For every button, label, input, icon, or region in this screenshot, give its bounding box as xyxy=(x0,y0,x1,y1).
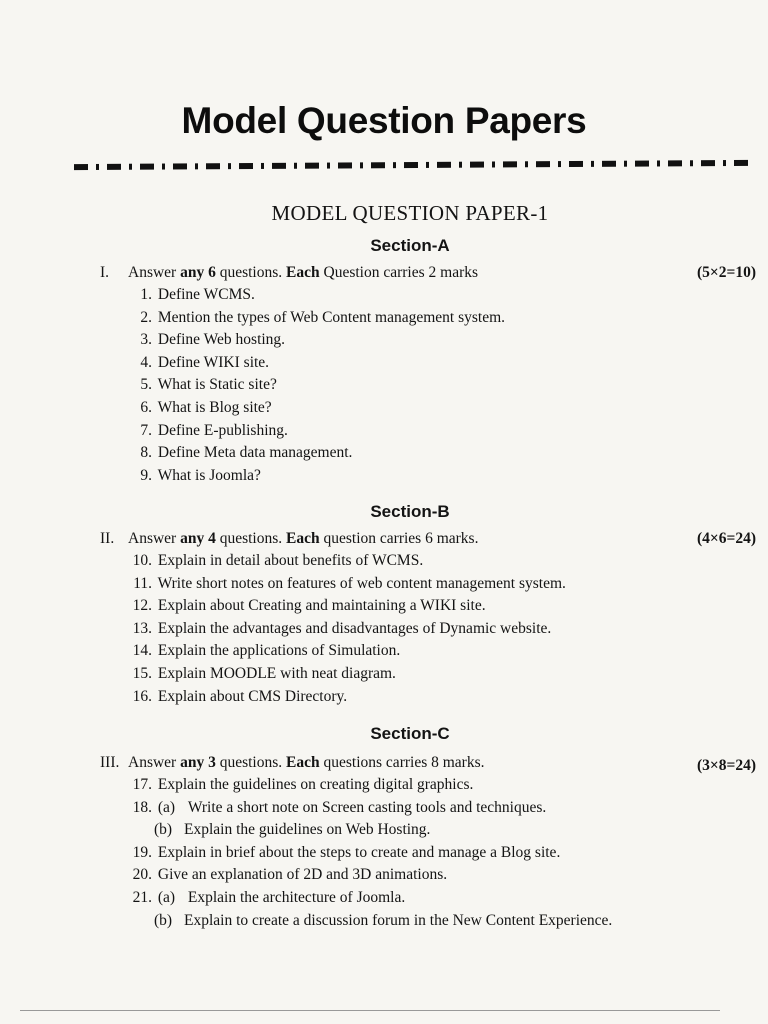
question-text: Explain to create a discussion forum in the New Content Experience. xyxy=(184,911,613,929)
question-item xyxy=(100,467,740,490)
question-item xyxy=(100,331,740,354)
question-number: 7. xyxy=(140,421,152,439)
section-a-heading: Section-A xyxy=(370,236,450,255)
question-item xyxy=(100,799,740,822)
instruction-text: Answer xyxy=(128,754,181,771)
question-item xyxy=(100,821,740,844)
instruction-text: Question carries 2 marks xyxy=(319,264,479,281)
question-item xyxy=(100,866,740,889)
instruction-text: question carries 6 marks. xyxy=(319,530,479,547)
question-text: Explain the advantages and disadvantages of Dynamic website. xyxy=(157,619,552,637)
question-text: Define Web hosting. xyxy=(157,331,286,349)
instruction-text: Answer xyxy=(128,264,181,281)
question-number: 14. xyxy=(132,642,152,660)
question-item xyxy=(100,399,740,422)
question-item xyxy=(100,422,740,445)
instruction-bold: any 4 xyxy=(180,530,216,547)
section-b-questions xyxy=(100,552,740,710)
question-item xyxy=(100,912,740,935)
instruction-text: Answer xyxy=(128,530,181,547)
question-item xyxy=(100,688,740,711)
question-text: Explain the architecture of Joomla. xyxy=(187,888,406,906)
question-number: 2. xyxy=(140,308,152,326)
section-c-questions xyxy=(100,776,740,934)
section-c-heading: Section-C xyxy=(370,724,450,743)
question-subpart: (b) xyxy=(154,821,173,839)
instruction-text: questions. xyxy=(215,530,287,547)
question-number: 16. xyxy=(132,687,152,705)
question-number: 10. xyxy=(132,552,152,569)
question-text: Write a short note on Screen casting tools and techniques. xyxy=(187,798,547,816)
question-text: Write short notes on features of web content management system. xyxy=(157,574,566,592)
instruction-number: III. xyxy=(100,754,120,771)
instruction-number: II. xyxy=(100,530,115,547)
question-number: 21. xyxy=(132,888,152,906)
question-number: 9. xyxy=(140,466,152,484)
question-text: What is Blog site? xyxy=(157,398,272,416)
section-b-marks: (4×6=24) xyxy=(697,530,756,547)
question-item xyxy=(100,776,740,799)
question-number: 4. xyxy=(140,353,152,371)
question-number: 8. xyxy=(140,444,152,462)
question-item xyxy=(100,844,740,867)
instruction-number: I. xyxy=(100,264,110,281)
question-subpart: (a) xyxy=(157,798,176,816)
question-item xyxy=(100,620,740,643)
question-text: Define WCMS. xyxy=(157,286,255,303)
question-text: Explain about CMS Directory. xyxy=(157,687,348,705)
question-item xyxy=(100,889,740,912)
question-item xyxy=(100,552,740,575)
question-text: What is Static site? xyxy=(157,376,277,394)
section-b-instruction xyxy=(100,530,760,548)
question-text: Explain the guidelines on creating digital graphics. xyxy=(157,776,474,793)
question-number: 13. xyxy=(132,619,152,637)
section-a-instruction xyxy=(100,264,760,282)
question-number: 1. xyxy=(140,286,152,303)
question-number: 12. xyxy=(132,597,152,615)
question-text: Define Meta data management. xyxy=(157,444,353,462)
question-text: What is Joomla? xyxy=(157,466,261,484)
question-number: 15. xyxy=(132,664,152,682)
question-text: Define WIKI site. xyxy=(157,353,270,371)
question-number: 17. xyxy=(132,776,152,793)
page-title: Model Question Papers xyxy=(181,100,587,141)
question-text: Give an explanation of 2D and 3D animations. xyxy=(157,866,448,884)
instruction-bold: any 3 xyxy=(180,754,216,771)
instruction-text: questions. xyxy=(215,754,287,771)
instruction-text: questions carries 8 marks. xyxy=(319,754,485,771)
section-a-marks: (5×2=10) xyxy=(697,264,756,281)
section-a-questions xyxy=(100,286,740,489)
dashed-divider xyxy=(74,160,752,170)
question-item xyxy=(100,575,740,598)
instruction-text: questions. xyxy=(215,264,287,281)
instruction-bold: Each xyxy=(286,264,320,281)
question-number: 19. xyxy=(132,843,152,861)
question-text: Define E-publishing. xyxy=(157,421,288,439)
question-item xyxy=(100,309,740,332)
question-number: 3. xyxy=(140,331,152,349)
question-text: Explain the applications of Simulation. xyxy=(157,642,401,660)
section-b-heading: Section-B xyxy=(370,502,450,521)
question-number: 11. xyxy=(133,574,152,592)
question-text: Explain about Creating and maintaining a WIKI site. xyxy=(157,597,486,615)
question-number: 20. xyxy=(132,866,152,884)
question-subpart: (a) xyxy=(157,888,176,906)
question-item xyxy=(100,444,740,467)
instruction-bold: Each xyxy=(286,530,320,547)
question-item xyxy=(100,286,740,309)
question-number: 18. xyxy=(132,798,152,816)
question-subpart: (b) xyxy=(154,911,173,929)
question-item xyxy=(100,665,740,688)
question-item xyxy=(100,354,740,377)
question-text: Explain MOODLE with neat diagram. xyxy=(157,664,396,682)
instruction-bold: any 6 xyxy=(180,264,216,281)
question-text: Explain in brief about the steps to create and manage a Blog site. xyxy=(157,843,561,861)
question-text: Explain the guidelines on Web Hosting. xyxy=(184,821,431,839)
question-text: Explain in detail about benefits of WCMS. xyxy=(157,552,424,569)
section-c-instruction xyxy=(100,754,760,772)
question-item xyxy=(100,642,740,665)
question-number: 5. xyxy=(140,376,152,394)
question-item xyxy=(100,597,740,620)
bottom-edge-line xyxy=(20,1010,720,1011)
question-item xyxy=(100,376,740,399)
question-text: Mention the types of Web Content management system. xyxy=(157,308,506,326)
paper-title: MODEL QUESTION PAPER-1 xyxy=(271,201,549,225)
instruction-bold: Each xyxy=(286,754,320,771)
question-number: 6. xyxy=(140,398,152,416)
section-c-marks: (3×8=24) xyxy=(697,757,756,774)
